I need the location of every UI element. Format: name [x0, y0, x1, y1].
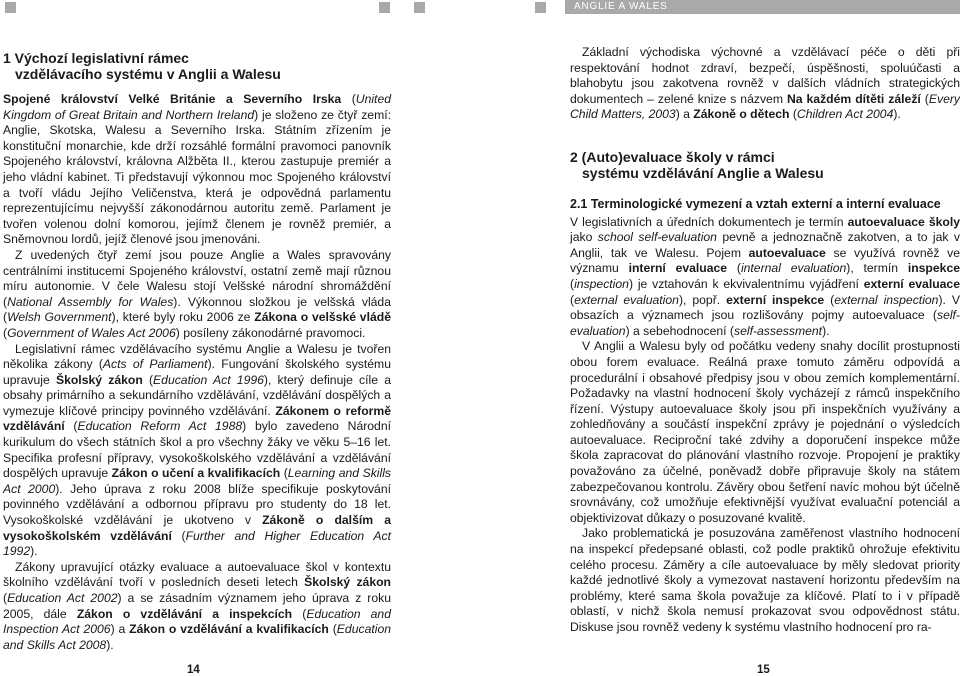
- text-run: ) a: [675, 107, 694, 122]
- paragraph: [3, 560, 391, 654]
- left-column: [3, 50, 391, 653]
- text-run: ), který definuje cíle a obsahy primárního a sekundárního vzdělávání, vzdělávání dospělých a vymezuje klíčové principy povinného vzdělávání.: [3, 372, 391, 418]
- paragraph: [3, 248, 391, 342]
- text-run: (: [280, 466, 288, 481]
- italic-term: Education and Inspection Act 2006: [3, 606, 391, 637]
- paragraph: [570, 45, 960, 123]
- header-square-3: [414, 2, 425, 13]
- paragraph: [3, 92, 391, 248]
- text-run: Zákony upravující otázky evaluace a autoevaluace škol v kontextu školního vzdělávání tvoří v posledních deseti letech: [3, 559, 391, 590]
- section-heading-1-line1: 1 Výchozí legislativní rámec: [3, 50, 189, 66]
- italic-term: school self-evaluation: [597, 230, 717, 245]
- bold-term: Zákoně o dalším a vysokoškolském vzdělávání: [3, 513, 391, 543]
- subsection-heading: 2.1 Terminologické vymezení a vztah externí a interní evaluace: [570, 196, 941, 211]
- text-run: (: [142, 372, 154, 387]
- text-run: (: [171, 528, 186, 543]
- header-square-1: [5, 2, 16, 13]
- text-run: (: [570, 276, 575, 291]
- section-heading-2: [570, 149, 960, 181]
- bold-term: Zákona o velšské vládě: [254, 310, 391, 325]
- text-run: (: [789, 107, 797, 122]
- text-run: (: [824, 292, 835, 307]
- right-column: [570, 45, 960, 636]
- italic-term: Education and Skills Act 2008: [3, 622, 392, 652]
- text-run: (: [727, 261, 741, 276]
- text-run: ). V obsazích a významech jsou rozlišovány pojmy autoevaluace (: [570, 292, 960, 323]
- page-number-right: 15: [757, 664, 770, 676]
- running-header: ANGLIE A WALES: [565, 0, 960, 14]
- bold-term: Školský zákon: [55, 372, 143, 387]
- text-run: ). Fungování školského systému upravuje: [3, 357, 391, 387]
- text-run: se využívá rovněž ve významu: [570, 245, 960, 276]
- section-heading-1-line2: vzdělávacího systému v Anglii a Walesu: [15, 66, 281, 82]
- bold-term: externí evaluace: [863, 276, 960, 291]
- bold-term: autoevaluace: [748, 245, 826, 260]
- bold-term: Spojené království Velké Británie a Severního Irska: [3, 92, 342, 106]
- bold-term: Zákonem o reformě vzdělávání: [3, 403, 391, 434]
- paragraph: [570, 339, 960, 526]
- text-run: ) a se zásadním významem jeho úprava z roku 2005, dále: [3, 591, 391, 621]
- text-run: ). Jeho úprava z roku 2008 blíže specifikuje poskytování povinného vzdělávání a odbornou přípravu pro studenty do 18 let. Vysokoškolské vzdělávání je ukotveno v: [3, 481, 392, 528]
- text-run: (: [570, 292, 575, 307]
- italic-term: Education Act 2002: [7, 591, 118, 605]
- bold-term: Školský zákon: [304, 575, 391, 590]
- bold-term: Zákoně o dětech: [693, 107, 790, 122]
- text-run: ) je složeno ze čtyř zemí: Anglie, Skotska, Walesu a Severního Irska. Státním zřízením je konstituční monarchie, kde drží rozsáhlé formální pravomoci panovník Spojeného království, královna Alžběta II., kterou zastupuje premiér a jeho vládní kabinet. Ti představují výkonnou moc Spojeného království a tvoří vládu Jejího Veličenstva, která je odpovědná parlamentu reprezentujícímu nejvyšší zákonodárnou autoritu země. Parlament je tvořen volenou dolní komorou, jejímž členem je rovněž premiér, a Sněmovnou lordů, jejíž členové jsou jmenováni.: [3, 107, 391, 247]
- text-run: ). Výkonnou složkou je velšská vláda (: [3, 294, 391, 325]
- text-run: V Anglii a Walesu byly od počátku vedeny snahy docílit prostupnosti obou forem evaluace. Reálná praxe tomuto záměru odpovídá a procedurální i obsahové předpisy jsou v obou zemích komplementární. Požadavky na vlastní hodnocení školy vycházejí z rámců inspekčního řízení. Výstupy autoevaluace školy jsou při inspekčních využívány a zohledňovány a součástí inspekční zprávy je pojednání o výsledcích autoevaluace. Reciproční také zdvihy a doporučení inspekce může škola zapracovat do plánování vlastního rozvoje. Propojení je praktiky považováno za účelné, poněvadž dobře připravuje školy na státem zabezpečovanou kontrolu. Závěry obou šetření navíc mohou být účelně srovnávány, což umožňuje efektivnější využívat evaluační potenciál a objektivizovat důkazy o posuzované kvalitě.: [570, 339, 960, 525]
- text-run: ) bylo zavedeno Národní kurikulum do všech státních škol a pro všechny žáky ve věku 5–16 let. Specifika profesní přípravy, vysokoškolského vzdělávání a vzdělávání dospělých upravuje: [3, 419, 392, 481]
- text-run: ).: [30, 544, 38, 559]
- paragraph: [570, 526, 960, 635]
- italic-term: Further and Higher Education Act 1992: [3, 528, 391, 559]
- italic-term: Welsh Government: [7, 310, 112, 325]
- text-run: (: [328, 622, 337, 637]
- italic-term: external inspection: [834, 292, 939, 307]
- italic-term: Acts of Parliament: [102, 357, 208, 372]
- text-run: Jako problematická je posuzována zaměřenost vlastního hodnocení na inspekcí předepsané oblasti, což podle praktiků ohrožuje efektivitu celého procesu. Záměry a cíle autoevaluace by měly sledovat priority každé jednotlivé školy a vymezovat nastavení horizontu především na problémy, které sama škola považuje za klíčové. Platí to i v případě oblastí, v nichž škola nemusí prokazovat svou odpovědnost státu. Diskuse jsou rovněž vedeny k systému vlastního hodnocení pro ra-: [570, 526, 960, 634]
- italic-term: Every Child Matters, 2003: [570, 91, 960, 122]
- text-run: (: [64, 419, 78, 434]
- bold-term: Zákon o učení a kvalifikacích: [111, 466, 281, 481]
- text-run: ) posíleny zákonodárné pravomoci.: [175, 325, 366, 340]
- text-run: Legislativní rámec vzdělávacího systému Anglie a Walesu je tvořen několika zákony (: [3, 341, 391, 372]
- header-square-2: [379, 2, 390, 13]
- italic-term: inspection: [574, 276, 629, 291]
- text-run: (: [292, 606, 307, 621]
- text-run: Základní východiska výchovné a vzdělávací péče o děti při respektování hodnot zdraví, bezpečí, úspěšnosti, spoluúčasti a blahobytu jsou zakotvena rovněž v dalších vládních strategických dokumentech – zelené knize s názvem: [570, 45, 960, 106]
- text-run: (: [920, 91, 929, 106]
- bold-term: Zákon o vzdělávání a inspekcích: [76, 606, 293, 621]
- bold-term: externí inspekce: [726, 292, 825, 307]
- text-run: (: [341, 92, 356, 106]
- italic-term: external evaluation: [574, 292, 679, 307]
- header-square-4: [535, 2, 546, 13]
- text-run: ) je vztahován k ekvivalentnímu vyjádření: [628, 276, 864, 291]
- page-number-left: 14: [187, 664, 200, 676]
- text-run: Z uvedených čtyř zemí jsou pouze Anglie a Wales spravovány centrálními institucemi Spojeného království, ostatní země mají různou míru autonomie. V čele Walesu stojí Velšské národní shromáždění (: [3, 247, 391, 309]
- text-run: ).: [106, 637, 114, 652]
- text-run: ).: [893, 107, 901, 122]
- italic-term: United Kingdom of Great Britain and Northern Ireland: [3, 92, 391, 122]
- bold-term: Na každém dítěti záleží: [786, 91, 921, 106]
- italic-term: self-evaluation: [570, 308, 960, 338]
- italic-term: National Assembly for Wales: [7, 294, 174, 309]
- section-heading-2-line2: systému vzdělávání Anglie a Walesu: [582, 164, 824, 181]
- paragraph: [3, 342, 391, 560]
- text-run: (: [3, 591, 8, 605]
- italic-term: Government of Wales Act 2006: [7, 325, 176, 340]
- bold-term: inspekce: [907, 261, 960, 276]
- bold-term: Zákon o vzdělávání a kvalifikacích: [129, 622, 329, 637]
- section-heading-1: [3, 50, 391, 82]
- text-run: pevně a jednoznačně zakotven, a to jak v Anglii, tak ve Walesu. Pojem: [570, 230, 960, 260]
- text-run: ), termín: [846, 261, 908, 276]
- text-run: ).: [822, 323, 830, 338]
- text-run: jako: [570, 230, 598, 245]
- italic-term: Education Reform Act 1988: [77, 419, 243, 434]
- italic-term: internal evaluation: [740, 261, 847, 276]
- italic-term: Learning and Skills Act 2000: [3, 466, 392, 496]
- section-heading-2-line1: 2 (Auto)evaluace školy v rámci: [570, 148, 775, 165]
- text-run: ), které byly roku 2006 ze: [111, 310, 255, 325]
- text-run: ) a sebehodnocení (: [625, 323, 734, 338]
- paragraph: [570, 215, 960, 340]
- bold-term: autoevaluace školy: [847, 214, 960, 229]
- text-run: ), popř.: [678, 292, 727, 307]
- text-run: (: [3, 325, 8, 340]
- text-run: V legislativních a úředních dokumentech je termín: [570, 214, 848, 229]
- italic-term: Education Act 1996: [153, 372, 264, 387]
- bold-term: interní evaluace: [628, 261, 728, 276]
- text-run: ) a: [110, 622, 130, 637]
- italic-term: Children Act 2004: [796, 107, 894, 122]
- italic-term: self-assessment: [734, 323, 823, 338]
